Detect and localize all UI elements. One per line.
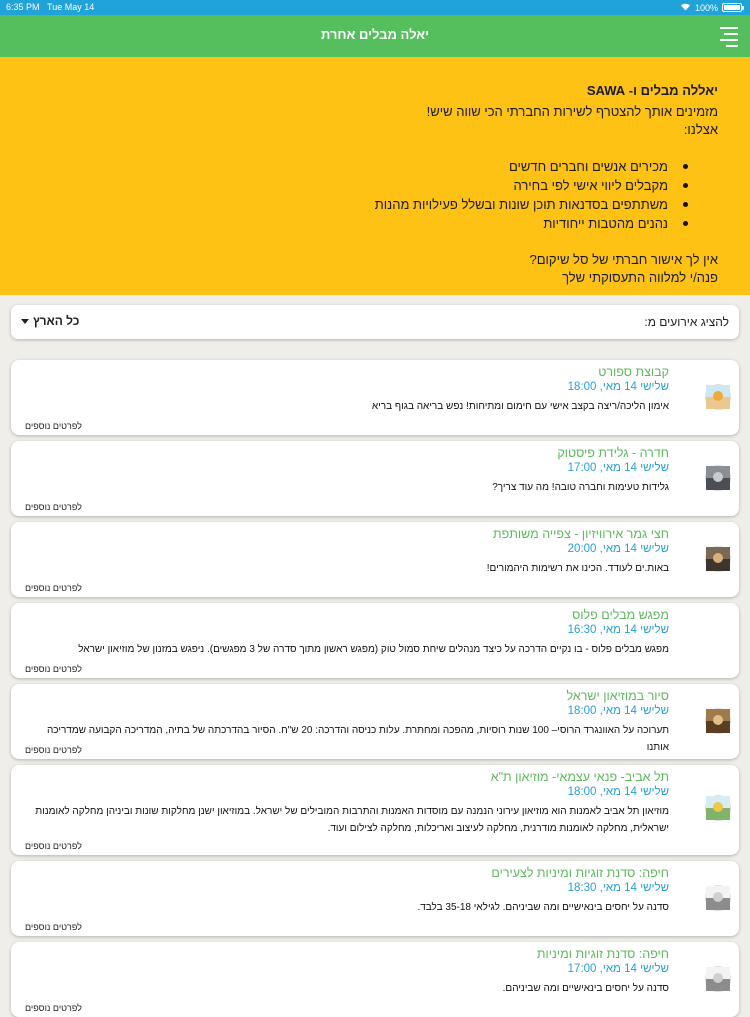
event-thumbnail — [705, 384, 731, 410]
event-description: סדנה על יחסים בינאישיים ומה שביניהם. לגילאי 35-18 בלבד. — [417, 902, 669, 913]
region-filter — [11, 305, 739, 339]
app-header — [0, 15, 750, 57]
more-details-link[interactable]: לפרטים נוספים — [25, 664, 82, 674]
event-title: סיור במוזיאון ישראל — [566, 689, 669, 703]
event-card[interactable] — [11, 765, 739, 855]
wifi-icon — [680, 2, 691, 13]
battery-percent: 100% — [694, 2, 718, 13]
event-date: שלישי 14 מאי, 16:30 — [567, 624, 669, 636]
event-date: שלישי 14 מאי, 18:00 — [567, 705, 669, 717]
more-details-link[interactable]: לפרטים נוספים — [25, 922, 82, 932]
event-thumbnail — [705, 465, 731, 491]
event-title: מפגש מבלים פלוס — [572, 608, 669, 622]
more-details-link[interactable]: לפרטים נוספים — [25, 841, 82, 851]
bullet-item: נהנים מהטבות ייחודיות — [20, 214, 668, 233]
more-details-link[interactable]: לפרטים נוספים — [25, 745, 82, 755]
more-details-link[interactable]: לפרטים נוספים — [25, 502, 82, 512]
event-description: גלידות טעימות וחברה טובה! מה עוד צריך? — [492, 482, 669, 493]
event-date: שלישי 14 מאי, 17:00 — [567, 963, 669, 975]
status-bar — [0, 0, 750, 15]
event-thumbnail — [705, 546, 731, 572]
more-details-link[interactable]: לפרטים נוספים — [25, 1003, 82, 1013]
filter-label: להציג אירועים מ: — [644, 315, 729, 329]
event-card[interactable] — [11, 861, 739, 936]
banner-cta: פנה/י למלווה התעסוקתי שלך — [562, 270, 718, 285]
banner-bullet-list — [20, 157, 718, 233]
bullet-item: משתתפים בסדנאות תוכן שונות ובשלל פעילויות מהנות — [20, 195, 668, 214]
bullet-item: מכירים אנשים וחברים חדשים — [20, 157, 668, 176]
more-details-link[interactable]: לפרטים נוספים — [25, 583, 82, 593]
promo-banner — [0, 57, 750, 295]
hamburger-menu-icon[interactable] — [714, 25, 738, 47]
status-time: 6:35 PM Tue May 14 — [6, 2, 95, 12]
event-card[interactable] — [11, 942, 739, 1017]
event-date: שלישי 14 מאי, 18:00 — [567, 786, 669, 798]
event-thumbnail — [705, 885, 731, 911]
event-description: אימון הליכה/ריצה בקצב אישי עם חימום ומתיחות! נפש בריאה בגוף בריא — [371, 401, 669, 412]
region-select[interactable] — [21, 314, 79, 328]
event-card[interactable] — [11, 441, 739, 516]
event-title: חדרה - גלידת פיסטוק — [557, 446, 669, 460]
banner-intro: מזמינים אותך להצטרף לשירות החברתי הכי שווה שיש! — [426, 104, 718, 119]
event-card[interactable] — [11, 522, 739, 597]
event-card[interactable] — [11, 603, 739, 678]
event-date: שלישי 14 מאי, 20:00 — [567, 543, 669, 555]
event-card[interactable] — [11, 360, 739, 435]
event-card[interactable] — [11, 684, 739, 759]
event-description: תערוכה על האוונגרד הרוסי– 100 שנות רוסיות, מהפכה ומחתרת. עלות כניסה והדרכה: 20 ש"ח. הסיור בהדרכתה של בתיה, המדריכה הקבועה שמדריכה אותנו — [46, 725, 669, 753]
event-title: תל אביב- פנאי עצמאי- מוזיאון ת"א — [490, 770, 669, 784]
event-title: חצי גמר אירוויזיון - צפייה משותפת — [493, 527, 669, 541]
event-thumbnail — [705, 966, 731, 992]
battery-indicator — [680, 2, 742, 13]
banner-title: יאללה מבלים ו- SAWA — [586, 83, 718, 98]
event-title: קבוצת ספורט — [598, 365, 669, 379]
event-thumbnail — [705, 795, 731, 821]
chevron-down-icon — [21, 319, 29, 324]
event-thumbnail — [705, 708, 731, 734]
event-description: מפגש מבלים פלוס - בו נקיים הדרכה על כיצד מנהלים שיחת סמול טוק (מפגש ראשון מתוך סדרה של 3 מפגשים). ניפגש במזנון של מוזיאון ישראל — [78, 644, 669, 655]
battery-icon — [722, 3, 742, 12]
event-description: סדנה על יחסים בינאישיים ומה שביניהם. — [502, 983, 669, 994]
event-description: באות.ים לעודד. הכינו את רשימות היהמורים! — [486, 563, 669, 574]
event-date: שלישי 14 מאי, 17:00 — [567, 462, 669, 474]
banner-question: אין לך אישור חברתי של סל שיקום? — [529, 252, 718, 267]
more-details-link[interactable]: לפרטים נוספים — [25, 421, 82, 431]
event-title: חיפה: סדנת זוגיות ומיניות לצעירים — [491, 866, 669, 880]
banner-subtitle: אצלנו: — [683, 122, 718, 137]
event-title: חיפה: סדנת זוגיות ומיניות — [536, 947, 669, 961]
page-title: יאלה מבלים אחרת — [320, 27, 430, 42]
event-date: שלישי 14 מאי, 18:00 — [567, 381, 669, 393]
region-select-value: כל הארץ — [33, 314, 80, 328]
event-description: מוזיאון תל אביב לאמנות הוא מוזיאון עירוני הנמנה עם מוסדות האמנות והתרבות המובילים של ישראל. במוזיאון ישנן מחלקות שונות וביניהן מחלקה לאומנות ישראלית, מחלקה לאומנות מודרנית, מחלקה לעיצוב ואריכלות, מחלקה לצילום ועוד. — [35, 806, 669, 834]
bullet-item: מקבלים ליווי אישי לפי בחירה — [20, 176, 668, 195]
event-date: שלישי 14 מאי, 18:30 — [567, 882, 669, 894]
